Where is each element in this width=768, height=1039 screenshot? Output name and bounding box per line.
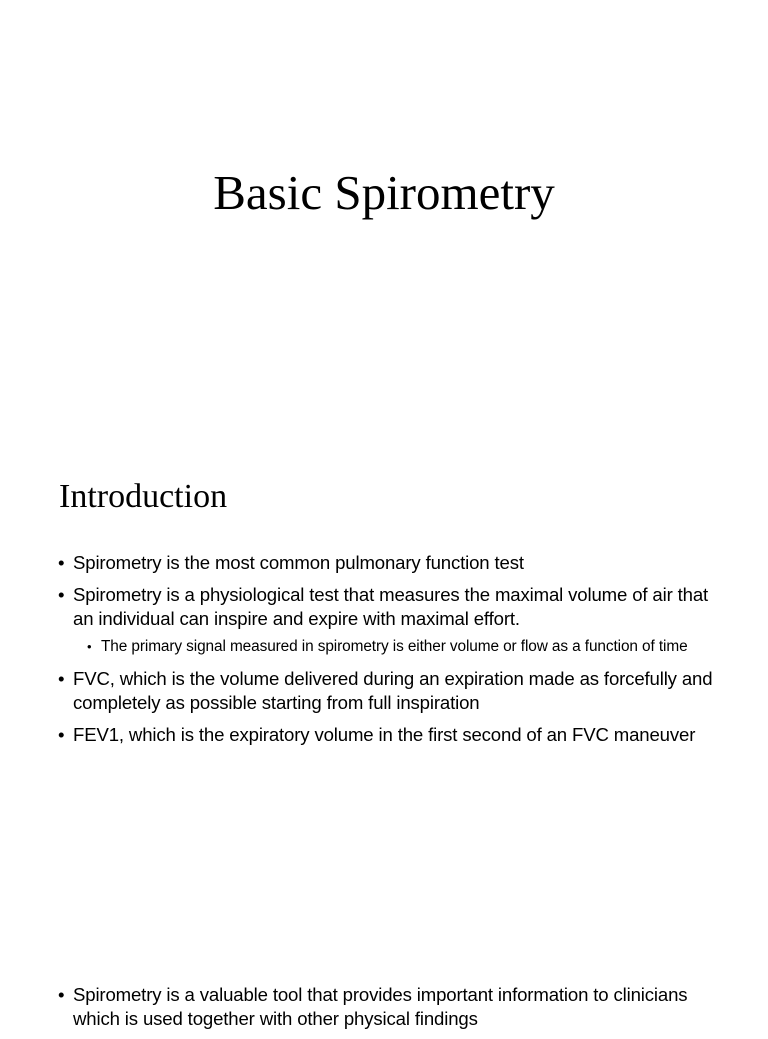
bullet-item bbox=[58, 551, 718, 575]
sub-bullet-item bbox=[58, 636, 718, 658]
bullet-dot-icon: • bbox=[58, 668, 65, 689]
bullet-dot-icon: • bbox=[58, 984, 65, 1005]
bullet-dot-icon: • bbox=[58, 724, 65, 745]
slide-title: Basic Spirometry bbox=[213, 165, 555, 220]
bullet-text: FVC, which is the volume delivered during an expiration made as forcefully and completely as possible starting from full inspiration bbox=[73, 668, 713, 713]
bullet-dot-icon: • bbox=[58, 552, 65, 573]
next-slide-bullet-list bbox=[58, 983, 718, 1039]
bullet-text: Spirometry is a valuable tool that provides important information to clinicians which is used together with other physical findings bbox=[73, 984, 688, 1029]
bullet-item bbox=[58, 723, 718, 747]
bullet-dot-icon: • bbox=[87, 639, 92, 654]
sub-bullet-text: The primary signal measured in spirometry is either volume or flow as a function of time bbox=[101, 638, 688, 655]
bullet-item bbox=[58, 583, 718, 631]
bullet-text: FEV1, which is the expiratory volume in the first second of an FVC maneuver bbox=[73, 724, 696, 745]
intro-bullet-list bbox=[58, 551, 718, 755]
title-slide bbox=[0, 0, 768, 420]
bullet-text: Spirometry is the most common pulmonary function test bbox=[73, 552, 524, 573]
bullet-text: Spirometry is a physiological test that measures the maximal volume of air that an individual can inspire and expire with maximal effort. bbox=[73, 584, 709, 629]
section-heading: Introduction bbox=[59, 478, 228, 515]
bullet-item bbox=[58, 667, 718, 715]
bullet-dot-icon: • bbox=[58, 584, 65, 605]
